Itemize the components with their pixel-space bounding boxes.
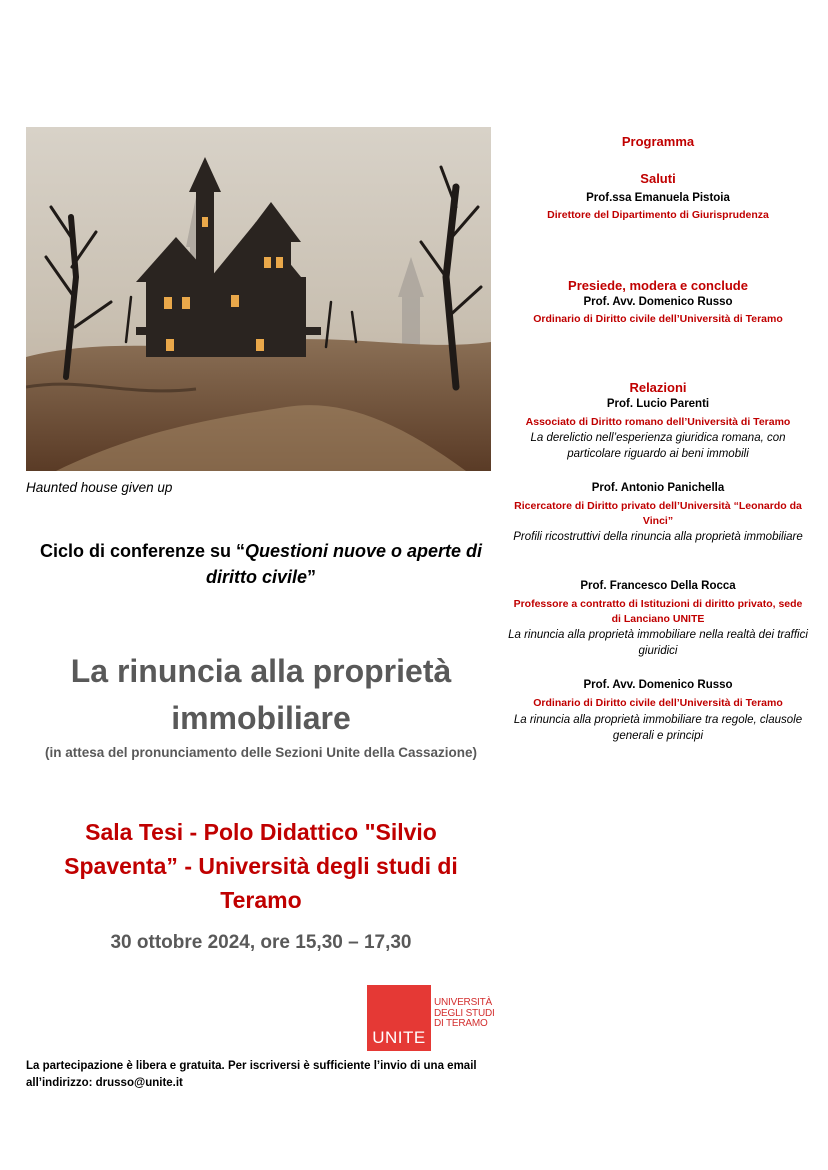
series-suffix: ” [307, 567, 317, 587]
event-date: 30 ottobre 2024, ore 15,30 – 17,30 [110, 932, 412, 953]
speaker-1-talk [508, 430, 808, 462]
event-subtitle: (in attesa del pronunciamento delle Sezioni Unite della Cassazione) [44, 745, 478, 760]
logo-line-3: DI TERAMO [434, 1018, 488, 1029]
speaker-1-role: Associato di Diritto romano dell’Università di Teramo [525, 416, 791, 428]
speaker-4-talk: La rinuncia alla proprietà immobiliare tra regole, clausole generali e principi [513, 714, 803, 742]
logo-box [367, 985, 431, 1051]
event-venue: Sala Tesi - Polo Didattico "Silvio Spaventa” - Università degli studi di Teramo [64, 819, 458, 913]
unite-logo [367, 985, 507, 1051]
series-prefix: Ciclo di conferenze su “ [39, 541, 245, 561]
speaker-2-name: Prof. Antonio Panichella [591, 482, 725, 494]
speaker-4-role: Ordinario di Diritto civile dell’Università di Teramo [533, 697, 783, 709]
logo-line-1: UNIVERSITÀ [434, 997, 493, 1008]
relazioni-label: Relazioni [629, 380, 687, 395]
saluti-role: Direttore del Dipartimento di Giurisprudenza [547, 209, 769, 221]
speaker-3-talk: La rinuncia alla proprietà immobiliare nella realtà dei traffici giuridici [508, 629, 808, 657]
haunted-house-image [26, 127, 491, 471]
speaker-1-talk-a: La derelictio [530, 432, 593, 444]
series-title: Questioni nuove o aperte di diritto civile [205, 541, 483, 587]
image-caption: Haunted house given up [26, 480, 173, 495]
logo-box-text: UNITE [372, 1028, 426, 1047]
program-heading: Programma [621, 134, 695, 149]
saluti-name: Prof.ssa Emanuela Pistoia [586, 192, 730, 204]
presiede-label: Presiede, modera e conclude [568, 278, 748, 293]
presiede-name: Prof. Avv. Domenico Russo [583, 296, 733, 308]
speaker-2-role: Ricercatore di Diritto privato dell’Università “Leonardo da Vinci” [514, 500, 802, 527]
presiede-role: Ordinario di Diritto civile dell’Università di Teramo [533, 313, 783, 325]
speaker-1-talk-b: nell’esperienza giuridica romana, con particolare riguardo ai beni immobili [567, 432, 786, 460]
speaker-1-name: Prof. Lucio Parenti [606, 398, 710, 410]
saluti-label: Saluti [640, 171, 676, 186]
conference-series [26, 538, 496, 590]
speaker-2-talk: Profili ricostruttivi della rinuncia alla proprietà immobiliare [513, 531, 803, 543]
speaker-3-role: Professore a contratto di Istituzioni di diritto privato, sede di Lanciano UNITE [513, 598, 803, 625]
event-title: La rinuncia alla proprietà immobiliare [70, 653, 452, 736]
speaker-3-name: Prof. Francesco Della Rocca [580, 580, 736, 592]
logo-line-2: DEGLI STUDI [434, 1007, 495, 1019]
logo-wordmark [434, 998, 495, 1030]
registration-note: La partecipazione è libera e gratuita. Per iscriversi è sufficiente l’invio di una email all’indirizzo: drusso@unite.it [26, 1060, 477, 1089]
speaker-4-name: Prof. Avv. Domenico Russo [583, 679, 733, 691]
